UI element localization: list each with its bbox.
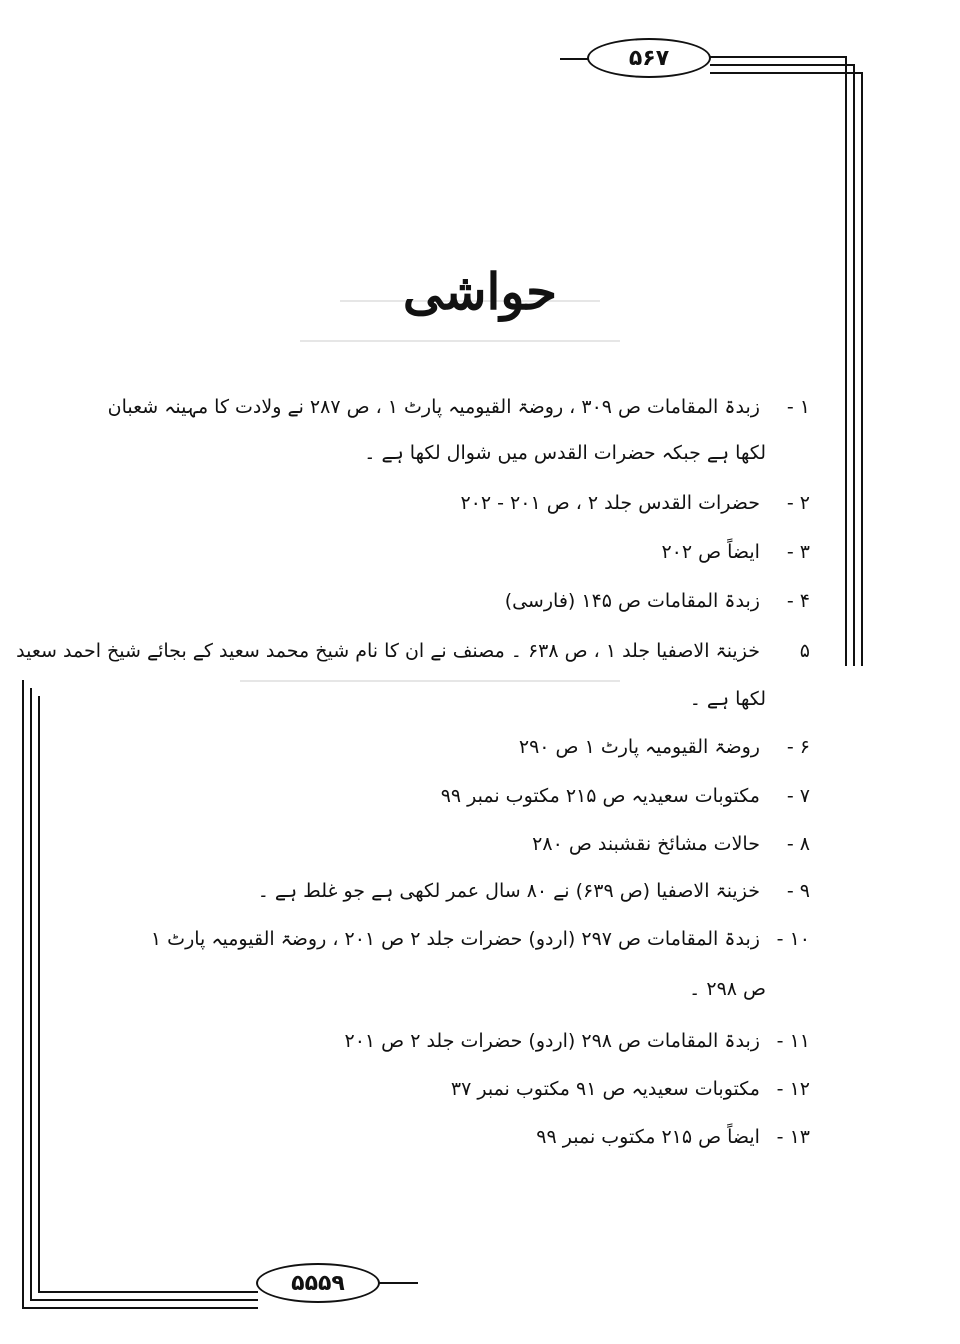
note-10 bbox=[151, 928, 810, 950]
note-number: ۷ - bbox=[786, 785, 810, 807]
note-9 bbox=[258, 880, 810, 902]
note-5 bbox=[16, 640, 810, 662]
note-2 bbox=[460, 492, 810, 514]
frame-left-top-line bbox=[560, 58, 588, 60]
top-page-number: ۵۶۷ bbox=[587, 38, 711, 78]
note-number: ۱۳ - bbox=[776, 1126, 810, 1148]
note-number: ۵ bbox=[799, 640, 810, 662]
note-number: ۶ - bbox=[786, 736, 810, 758]
note-8 bbox=[532, 833, 810, 855]
note-number: ۱۱ - bbox=[776, 1030, 810, 1052]
frame-top-line-1 bbox=[710, 56, 846, 58]
bottom-page-number: ۵۵۵۹ bbox=[256, 1263, 380, 1303]
note-1 bbox=[108, 396, 810, 418]
note-text: حضرات القدس جلد ۲ ، ص ۲۰۱ - ۲۰۲ bbox=[460, 492, 760, 514]
note-text: مکتوبات سعیدیہ ص ۹۱ مکتوب نمبر ۳۷ bbox=[450, 1078, 760, 1100]
frame-bottom-line-2 bbox=[30, 1299, 258, 1301]
frame-bottom-right-line bbox=[378, 1282, 418, 1284]
note-text: زبدۃ المقامات ص ۳۰۹ ، روضۃ القیومیہ پارٹ ۱ ، ص ۲۸۷ نے ولادت کا مہینہ شعبان bbox=[107, 396, 760, 418]
frame-right-line-3 bbox=[861, 72, 863, 666]
note-number: ۴ - bbox=[786, 590, 810, 612]
note-1-continuation: لکھا ہے جبکہ حضرات القدس میں شوال لکھا ہے ۔ bbox=[364, 442, 766, 464]
frame-right-line-2 bbox=[853, 64, 855, 666]
frame-top-line-2 bbox=[710, 64, 854, 66]
note-6 bbox=[519, 736, 810, 758]
note-12 bbox=[451, 1078, 810, 1100]
note-text: زبدۃ المقامات ص ۲۹۷ (اردو) حضرات جلد ۲ ص ۲۰۱ ، روضۃ القیومیہ پارٹ ۱ bbox=[150, 928, 760, 950]
bleed-through-mark bbox=[240, 680, 620, 682]
note-4 bbox=[505, 590, 810, 612]
note-text: خزینۃ الاصفیا (ص ۶۳۹) نے ۸۰ سال عمر لکھی ہے جو غلط ہے ۔ bbox=[257, 880, 760, 902]
note-text: ایضاً ص ۲۱۵ مکتوب نمبر ۹۹ bbox=[536, 1126, 760, 1148]
note-number: ۸ - bbox=[786, 833, 810, 855]
note-number: ۱۲ - bbox=[776, 1078, 810, 1100]
note-10-continuation: ص ۲۹۸ ۔ bbox=[689, 978, 766, 1000]
note-number: ۱۰ - bbox=[776, 928, 810, 950]
note-text: حالات مشائخ نقشبند ص ۲۸۰ bbox=[532, 833, 760, 855]
note-number: ۱ - bbox=[786, 396, 810, 418]
bleed-through-mark bbox=[300, 340, 620, 342]
note-text: خزینۃ الاصفیا جلد ۱ ، ص ۶۳۸ ۔ مصنف نے ان کا نام شیخ محمد سعید کے بجائے شیخ احمد سعید bbox=[16, 640, 760, 662]
note-13 bbox=[536, 1126, 810, 1148]
note-text: روضۃ القیومیہ پارٹ ۱ ص ۲۹۰ bbox=[518, 736, 760, 758]
frame-left-line-3 bbox=[38, 696, 40, 1292]
frame-left-line-2 bbox=[30, 688, 32, 1300]
note-3 bbox=[661, 541, 810, 563]
note-text: زبدۃ المقامات ص ۲۹۸ (اردو) حضرات جلد ۲ ص ۲۰۱ bbox=[344, 1030, 760, 1052]
note-number: ۹ - bbox=[786, 880, 810, 902]
note-5-continuation: لکھا ہے ۔ bbox=[689, 688, 766, 710]
note-text: زبدۃ المقامات ص ۱۴۵ (فارسی) bbox=[504, 590, 760, 612]
frame-bottom-line-1 bbox=[22, 1307, 258, 1309]
note-11 bbox=[345, 1030, 811, 1052]
frame-top-line-3 bbox=[710, 72, 862, 74]
frame-left-line-1 bbox=[22, 680, 24, 1308]
note-text: ایضاً ص ۲۰۲ bbox=[661, 541, 760, 563]
note-text: مکتوبات سعیدیہ ص ۲۱۵ مکتوب نمبر ۹۹ bbox=[440, 785, 760, 807]
frame-right-line-1 bbox=[845, 56, 847, 666]
note-7 bbox=[441, 785, 810, 807]
frame-bottom-line-3 bbox=[38, 1291, 258, 1293]
note-number: ۳ - bbox=[786, 541, 810, 563]
note-number: ۲ - bbox=[786, 492, 810, 514]
page-title: حواشی bbox=[402, 262, 558, 321]
